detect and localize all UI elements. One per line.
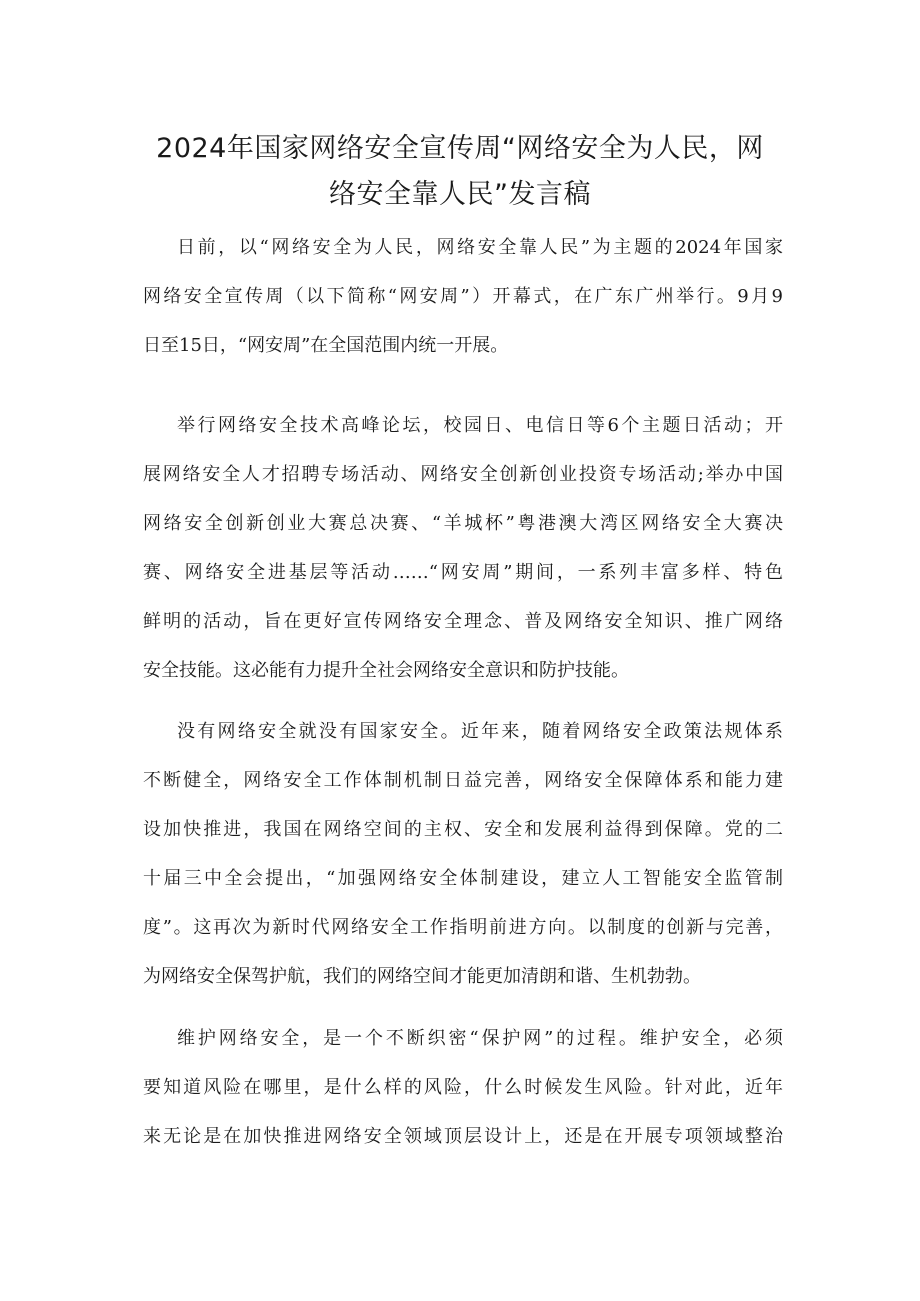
paragraph-line: 不断健全，网络安全工作体制机制日益完善，网络安全保障体系和能力建 bbox=[143, 770, 783, 791]
paragraph-4 bbox=[143, 1014, 783, 1161]
paragraph-2 bbox=[143, 401, 783, 695]
document-title bbox=[140, 126, 780, 218]
paragraph-1 bbox=[143, 223, 783, 370]
paragraph-line: 安全技能。这必能有力提升全社会网络安全意识和防护技能。 bbox=[143, 660, 629, 681]
paragraph-line: 举行网络安全技术高峰论坛，校园日、电信日等6个主题日活动；开 bbox=[177, 415, 783, 436]
paragraph-line: 网络安全创新创业大赛总决赛、“羊城杯”粤港澳大湾区网络安全大赛决 bbox=[143, 513, 783, 534]
title-line: 2024年国家网络安全宣传周“网络安全为人民，网 bbox=[156, 133, 764, 164]
paragraph-line: 来无论是在加快推进网络安全领域顶层设计上，还是在开展专项领域整治 bbox=[143, 1126, 783, 1147]
paragraph-line: 没有网络安全就没有国家安全。近年来，随着网络安全政策法规体系 bbox=[177, 721, 783, 742]
paragraph-line: 网络安全宣传周（以下简称“网安周”）开幕式，在广东广州举行。9月9 bbox=[143, 286, 783, 307]
paragraph-line: 维护网络安全，是一个不断织密“保护网”的过程。维护安全，必须 bbox=[177, 1028, 783, 1049]
paragraph-line: 赛、网络安全进基层等活动……“网安周”期间，一系列丰富多样、特色 bbox=[143, 562, 783, 583]
paragraph-line: 为网络安全保驾护航，我们的网络空间才能更加清朗和谐、生机勃勃。 bbox=[143, 966, 701, 987]
paragraph-3 bbox=[143, 707, 783, 1001]
paragraph-line: 要知道风险在哪里，是什么样的风险，什么时候发生风险。针对此，近年 bbox=[143, 1077, 783, 1098]
paragraph-line: 设加快推进，我国在网络空间的主权、安全和发展利益得到保障。党的二 bbox=[143, 819, 783, 840]
title-line: 络安全靠人民”发言稿 bbox=[329, 179, 591, 210]
paragraph-line: 十届三中全会提出，“加强网络安全体制建设，建立人工智能安全监管制 bbox=[143, 868, 783, 889]
paragraph-line: 展网络安全人才招聘专场活动、网络安全创新创业投资专场活动;举办中国 bbox=[143, 464, 783, 485]
paragraph-line: 日前，以“网络安全为人民，网络安全靠人民”为主题的2024年国家 bbox=[177, 237, 783, 258]
paragraph-line: 度”。这再次为新时代网络安全工作指明前进方向。以制度的创新与完善， bbox=[143, 917, 783, 938]
paragraph-line: 鲜明的活动，旨在更好宣传网络安全理念、普及网络安全知识、推广网络 bbox=[143, 611, 783, 632]
paragraph-line: 日至15日，“网安周”在全国范围内统一开展。 bbox=[143, 335, 509, 356]
